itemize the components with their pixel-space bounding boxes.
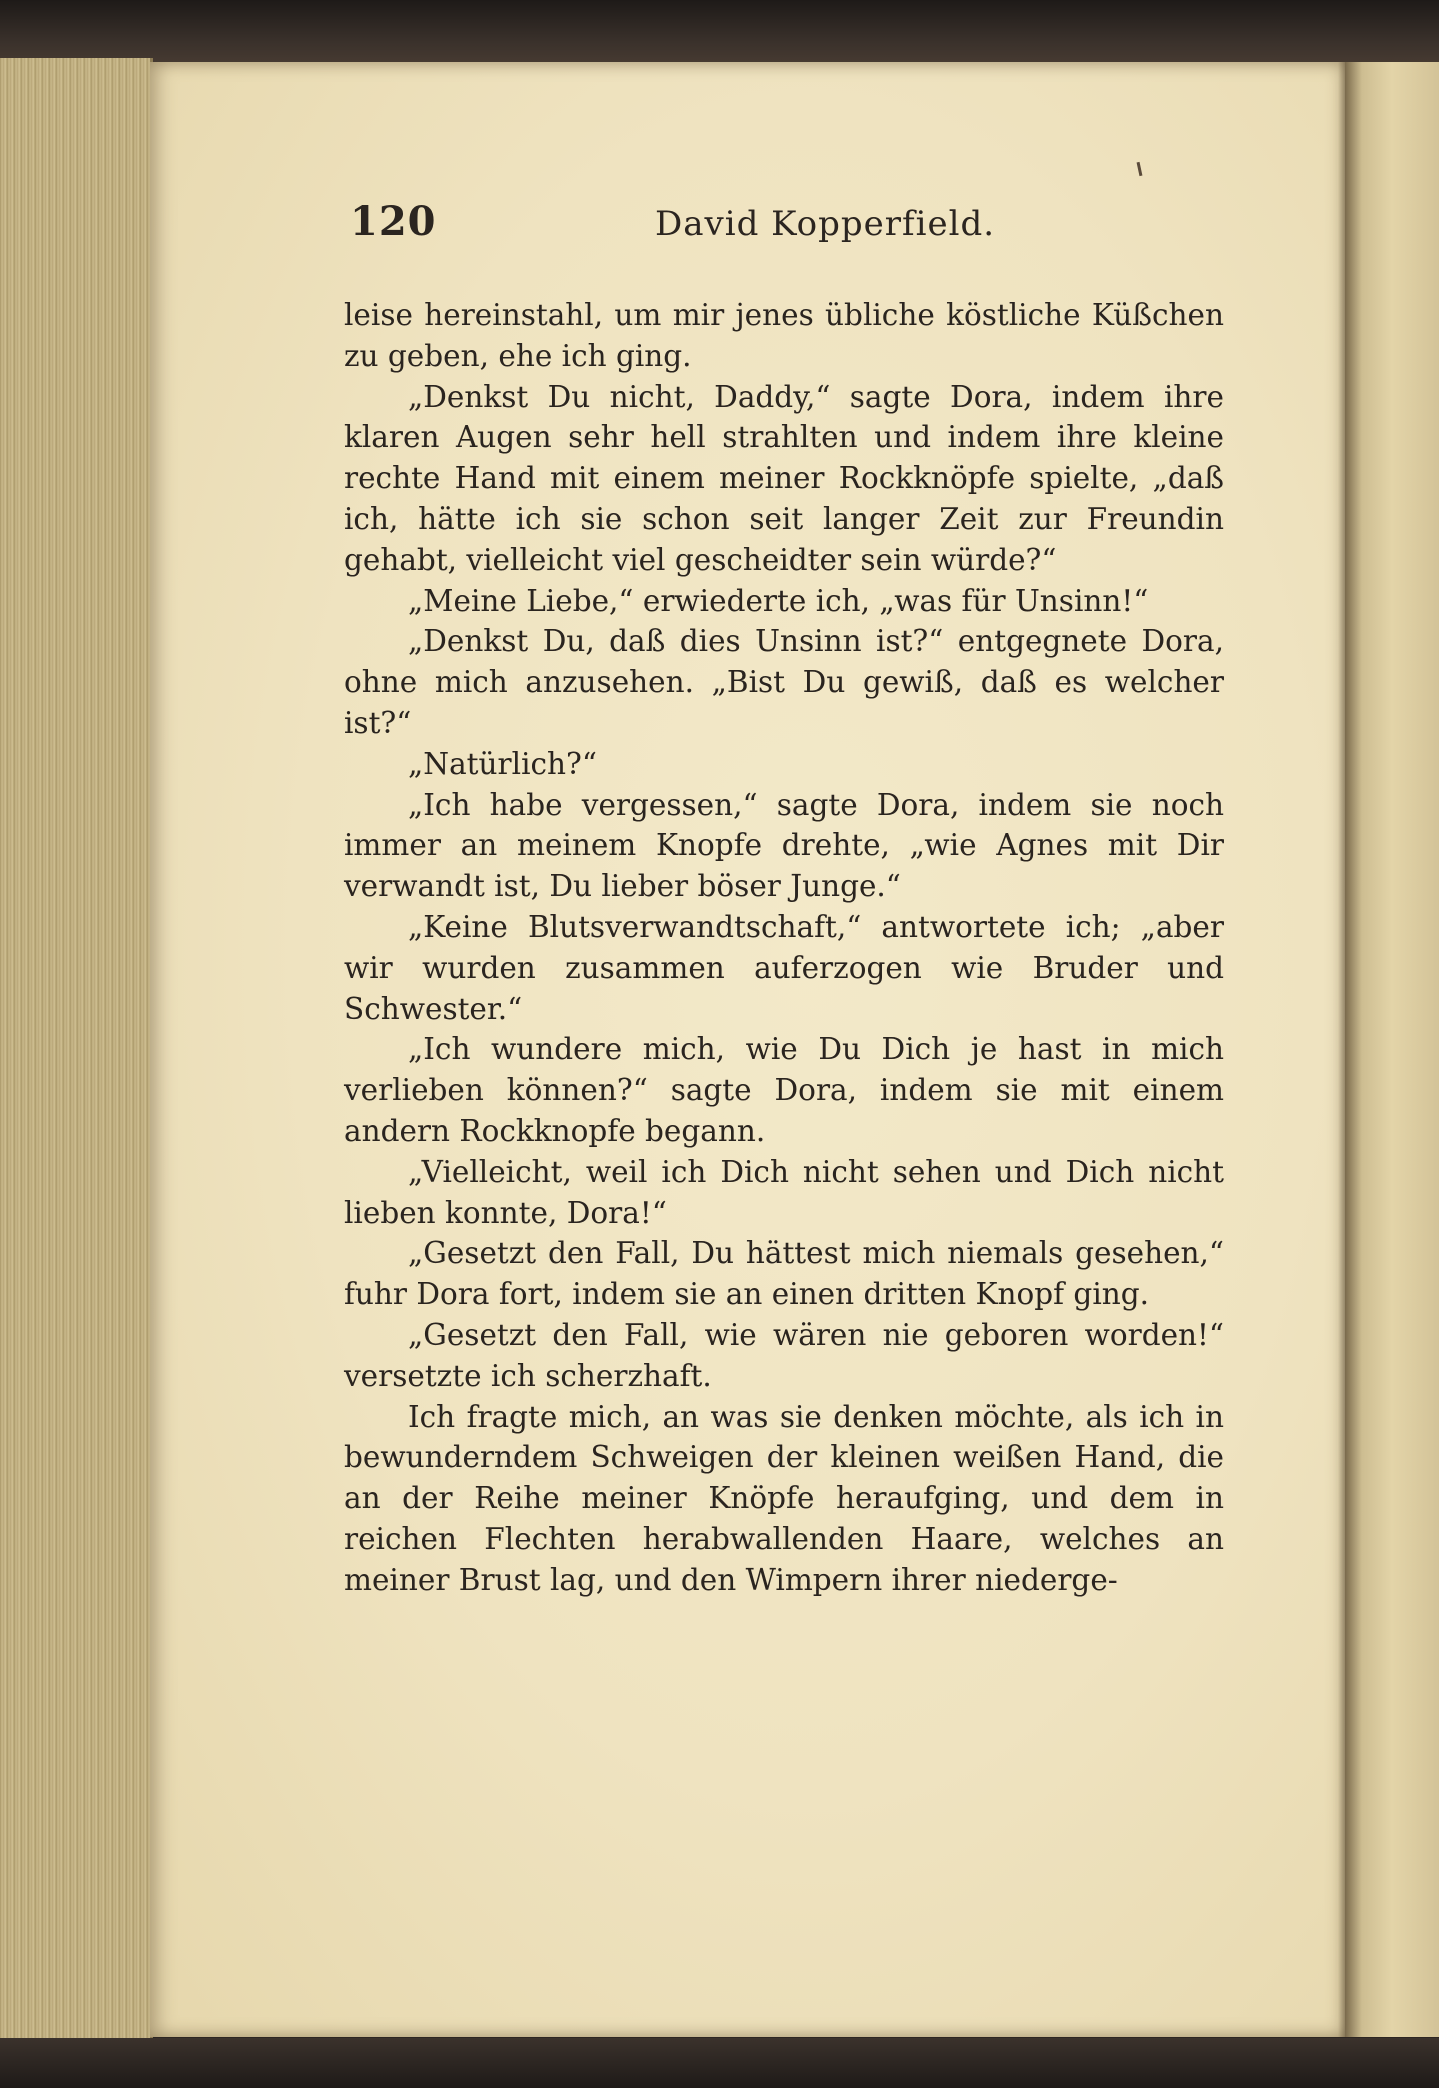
body-text — [344, 295, 1224, 1601]
paragraph: „Gesetzt den Fall, Du hättest mich niemals gesehen,“ fuhr Dora fort, indem sie an einen dritten Knopf ging. — [344, 1236, 1224, 1312]
page-header — [350, 198, 1230, 258]
paragraph: „Natürlich?“ — [408, 746, 597, 781]
page-edges-left — [0, 58, 153, 2043]
book-cover-bottom — [0, 2038, 1439, 2088]
running-title: David Kopperfield. — [655, 204, 996, 244]
paragraph: „Meine Liebe,“ erwiederte ich, „was für Unsinn!“ — [408, 583, 1149, 618]
paragraph: „Denkst Du, daß dies Unsinn ist?“ entgegnete Dora, ohne mich anzusehen. „Bist Du gewiß, daß es welcher ist?“ — [344, 624, 1224, 740]
facing-page-edge — [1345, 62, 1439, 2037]
paragraph: „Denkst Du nicht, Daddy,“ sagte Dora, indem ihre klaren Augen sehr hell strahlten und indem ihre kleine rechte Hand mit einem meiner Rockknöpfe spielte, „daß ich, hätte ich sie schon seit langer Zeit zur Freundin gehabt, vielleicht viel gescheidter sein würde?“ — [344, 379, 1224, 577]
paragraph: „Vielleicht, weil ich Dich nicht sehen und Dich nicht lieben konnte, Dora!“ — [344, 1154, 1224, 1230]
book-cover-top — [0, 0, 1439, 70]
paragraph: leise hereinstahl, um mir jenes übliche köstliche Küßchen zu geben, ehe ich ging. — [344, 298, 1224, 373]
paragraph: „Ich wundere mich, wie Du Dich je hast in mich verlieben können?“ sagte Dora, indem sie mit einem andern Rockknopfe begann. — [344, 1032, 1224, 1148]
paragraph: „Keine Blutsverwandtschaft,“ antwortete ich; „aber wir wurden zusammen auferzogen wie Bruder und Schwester.“ — [344, 909, 1224, 1026]
paragraph: „Ich habe vergessen,“ sagte Dora, indem sie noch immer an meinem Knopfe drehte, „wie Agnes mit Dir verwandt ist, Du lieber böser Junge.“ — [344, 787, 1224, 904]
paragraph: Ich fragte mich, an was sie denken möchte, als ich in bewunderndem Schweigen der kleinen weißen Hand, die an der Reihe meiner Knöpfe heraufging, und dem in reichen Flechten herabwallenden Haare, welches an meiner Brust lag, und den Wimpern ihrer niederge- — [344, 1399, 1224, 1597]
paragraph: „Gesetzt den Fall, wie wären nie geboren worden!“ versetzte ich scherzhaft. — [344, 1317, 1224, 1393]
page-number: 120 — [350, 198, 437, 245]
